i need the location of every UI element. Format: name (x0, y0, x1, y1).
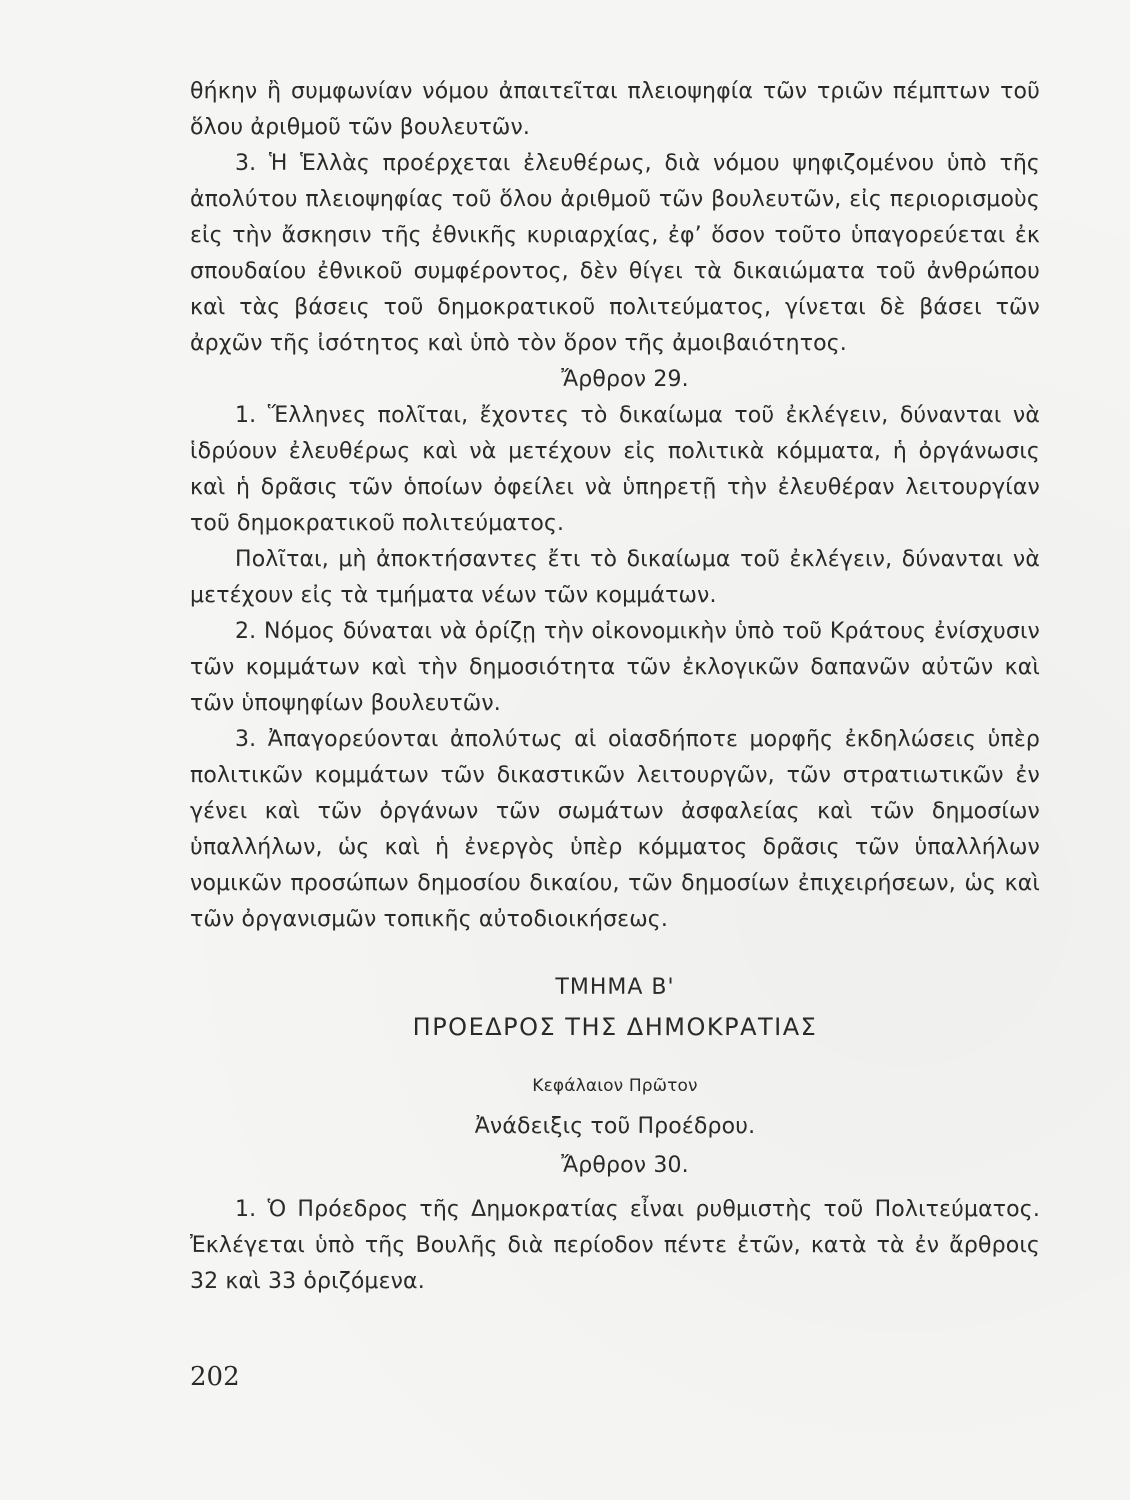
article-29-paragraph-1: 1. Ἕλληνες πολῖται, ἔχοντες τὸ δικαίωμα τοῦ ἐκλέγειν, δύνανται νὰ ἱδρύουν ἐλευθέρως καὶ νὰ μετέχουν εἰς πολιτικὰ κόμματα, ἡ ὀργάνωσις καὶ ἡ δρᾶσις τῶν ὁποίων ὀφείλει νὰ ὑπηρετῇ τὴν ἐλευθέραν λειτουργίαν τοῦ δημοκρατικοῦ πολιτεύματος. (190, 403, 1040, 536)
page-number: 202 (190, 1362, 240, 1392)
article-28-paragraph-3: 3. Ἡ Ἑλλὰς προέρχεται ἐλευθέρως, διὰ νόμου ψηφιζομένου ὑπὸ τῆς ἀπολύτου πλειοψηφίας τοῦ ὅλου ἀριθμοῦ τῶν βουλευτῶν, εἰς περιορισμοὺς εἰς τὴν ἄσκησιν τῆς ἐθνικῆς κυριαρχίας, ἐφ’ ὅσον τοῦτο ὑπαγορεύεται ἐκ σπουδαίου ἐθνικοῦ συμφέροντος, δὲν θίγει τὰ δικαιώματα τοῦ ἀνθρώπου καὶ τὰς βάσεις τοῦ δημοκρατικοῦ πολιτεύματος, γίνεται δὲ βάσει τῶν ἀρχῶν τῆς ἰσότητος καὶ ὑπὸ τὸν ὅρον τῆς ἀμοιβαιότητος. (190, 151, 1040, 356)
article-30-heading: Ἄρθρον 30. (561, 1153, 689, 1178)
chapter-heading: Κεφάλαιον Πρῶτον (532, 1076, 698, 1096)
chapter-subtitle: Ἀνάδειξις τοῦ Προέδρου. (474, 1114, 756, 1139)
article-29-paragraph-2: 2. Νόμος δύναται νὰ ὁρίζῃ τὴν οἰκονομικὴν ὑπὸ τοῦ Κράτους ἐνίσχυσιν τῶν κομμάτων καὶ τὴν δημοσιότητα τῶν ἐκλογικῶν δαπανῶν αὐτῶν καὶ τῶν ὑποψηφίων βουλευτῶν. (190, 619, 1040, 716)
article-28-paragraph-2-continuation: θήκην ἢ συμφωνίαν νόμου ἀπαιτεῖται πλειοψηφία τῶν τριῶν πέμπτων τοῦ ὅλου ἀριθμοῦ τῶν βουλευτῶν. (190, 79, 1040, 140)
page-body (190, 74, 1040, 1300)
article-29-paragraph-1b: Πολῖται, μὴ ἀποκτήσαντες ἔτι τὸ δικαίωμα τοῦ ἐκλέγειν, δύνανται νὰ μετέχουν εἰς τὰ τμήματα νέων τῶν κομμάτων. (190, 547, 1040, 608)
article-29-paragraph-3: 3. Ἀπαγορεύονται ἀπολύτως αἱ οἱασδήποτε μορφῆς ἐκδηλώσεις ὑπὲρ πολιτικῶν κομμάτων τῶν δικαστικῶν λειτουργῶν, τῶν στρατιωτικῶν ἐν γένει καὶ τῶν ὀργάνων τῶν σωμάτων ἀσφαλείας καὶ τῶν δημοσίων ὑπαλλήλων, ὡς καὶ ἡ ἐνεργὸς ὑπὲρ κόμματος δρᾶσις τῶν ὑπαλλήλων νομικῶν προσώπων δημοσίου δικαίου, τῶν δημοσίων ἐπιχειρήσεων, ὡς καὶ τῶν ὀργανισμῶν τοπικῆς αὐτοδιοικήσεως. (190, 727, 1040, 932)
section-title: ΠΡΟΕΔΡΟΣ ΤΗΣ ΔΗΜΟΚΡΑΤΙΑΣ (412, 1013, 818, 1041)
section-label: ΤΜΗΜΑ Β' (555, 975, 675, 1000)
article-30-paragraph-1: 1. Ὁ Πρόεδρος τῆς Δημοκρατίας εἶναι ρυθμιστὴς τοῦ Πολιτεύματος. Ἐκλέγεται ὑπὸ τῆς Βουλῆς διὰ περίοδον πέντε ἐτῶν, κατὰ τὰ ἐν ἄρθροις 32 καὶ 33 ὁριζόμενα. (190, 1197, 1040, 1294)
article-29-heading: Ἄρθρον 29. (561, 367, 689, 392)
